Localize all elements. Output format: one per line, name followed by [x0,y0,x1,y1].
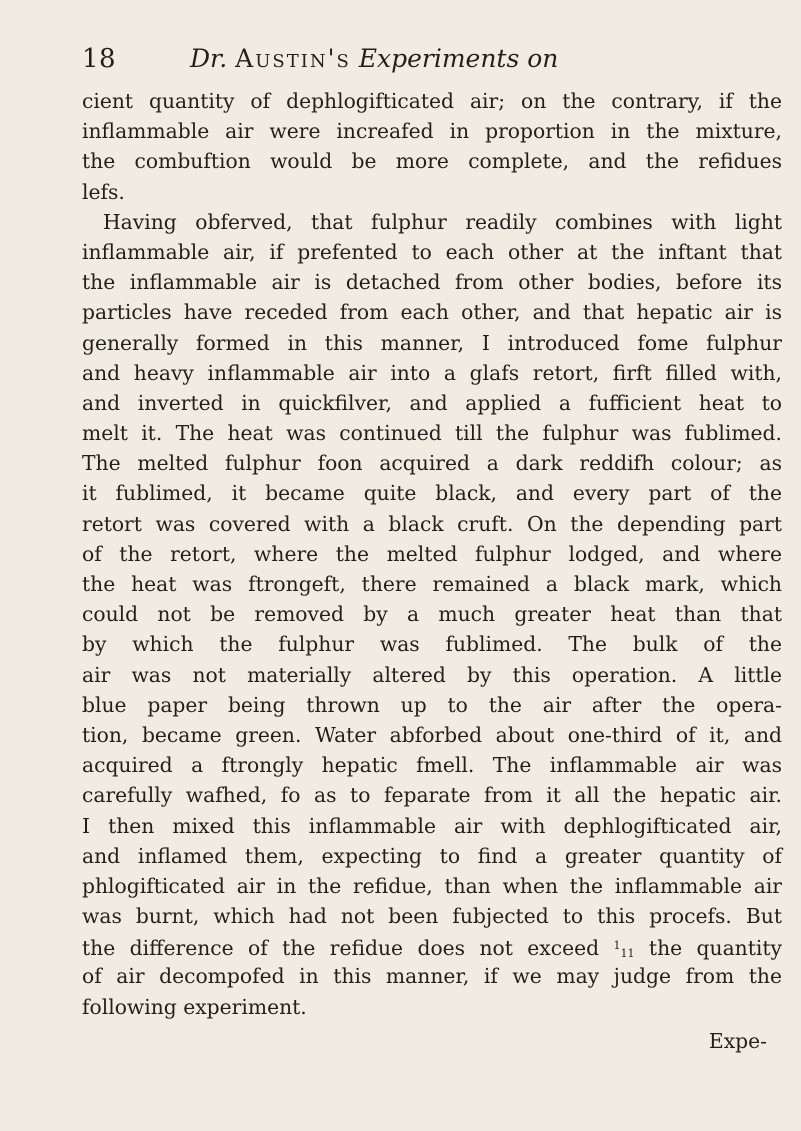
text-line: and inflamed them, expecting to find a greater quantity of [82,843,782,868]
text-line: blue paper being thrown up to the air after the opera- [82,692,782,717]
text-line: retort was covered with a black cruft. On the depending part [82,511,782,536]
text-line: the heat was ftrongeft, there remained a black mark, which [82,572,782,596]
text-line: carefully wafhed, fo as to feparate from it all the hepatic air. [82,783,782,808]
text-line: Having obferved, that fulphur readily combines with light [103,209,782,234]
body-text [82,86,782,1022]
running-head-prefix: Dr. [190,44,228,73]
text-line: inflammable air, if prefented to each other at the inftant that [82,239,782,264]
running-head [190,44,558,73]
text-line: was burnt, which had not been fubjected to this procefs. But [82,904,782,929]
fraction-denominator: 11 [620,947,635,961]
text-line: by which the fulphur was fublimed. The bulk of the [82,632,782,657]
text-line: of air decompofed in this manner, if we may judge from the [82,964,782,989]
text-line: the combuftion would be more complete, and the refidues [82,149,782,174]
text-line: it fublimed, it became quite black, and every part of the [82,481,782,506]
text-line: generally formed in this manner, I introduced fome fulphur [82,330,782,355]
text-line: acquired a ftrongly hepatic fmell. The inflammable air was [82,753,782,778]
text-line: cient quantity of dephlogifticated air; on the contrary, if the [82,89,782,113]
text-line: the inflammable air is detached from other bodies, before its [82,270,782,295]
text-line: The melted fulphur foon acquired a dark reddifh colour; as [82,451,782,476]
fraction-numerator: 1 [613,939,621,953]
text-line: could not be removed by a much greater heat than that [82,602,782,627]
catchword: Expe- [708,1029,767,1053]
text-line: particles have receded from each other, and that hepatic air is [82,300,782,325]
text-line: following experiment. [82,994,307,1019]
text-line: lefs. [82,179,125,204]
running-head-author: Austin's [235,44,351,73]
text-line: air was not materially altered by this operation. A little [82,662,782,687]
fraction-line-after: the quantity [634,936,782,961]
text-line: I then mixed this inflammable air with dephlogifticated air, [82,813,782,838]
fraction-line-before: the difference of the refidue does not exceed [82,936,614,961]
text-line: and heavy inflammable air into a glafs retort, firft filled with, [82,360,782,385]
text-line: melt it. The heat was continued till the fulphur was fublimed. [82,421,782,446]
page-header [82,44,772,84]
text-line: inflammable air were increafed in proportion in the mixture, [82,119,782,144]
running-head-title: Experiments on [358,44,559,73]
text-line: and inverted in quickfilver, and applied a fufficient heat to [82,390,782,415]
page-number: 18 [82,44,117,74]
text-line: of the retort, where the melted fulphur lodged, and where [82,541,782,566]
text-line: tion, became green. Water abforbed about one-third of it, and [82,722,782,747]
text-line-with-fraction [82,931,782,961]
text-line: phlogifticated air in the refidue, than when the inflammable air [82,873,782,898]
